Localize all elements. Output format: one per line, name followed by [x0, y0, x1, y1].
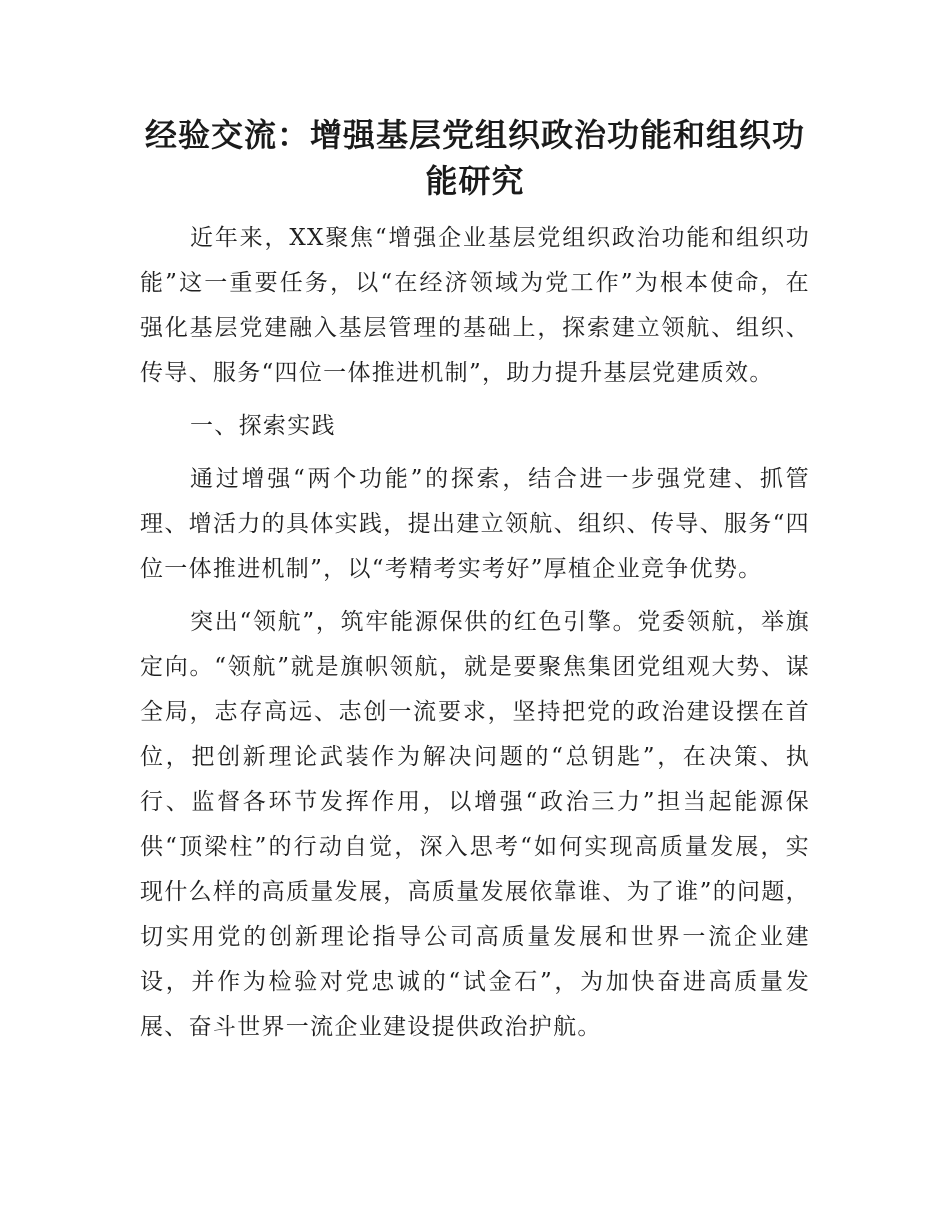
document-title: 经验交流：增强基层党组织政治功能和组织功能研究: [144, 116, 805, 200]
section-heading: 一、探索实践: [190, 413, 336, 439]
document-body: [140, 216, 810, 1058]
paragraph-intro: 近年来，XX聚焦“增强企业基层党组织政治功能和组织功能”这一重要任务，以“在经济领域为党工作”为根本使命，在强化基层党建融入基层管理的基础上，探索建立领航、组织、传导、服务“四位一体推进机制”，助力提升基层党建质效。: [140, 225, 810, 386]
paragraph-practice: 通过增强“两个功能”的探索，结合进一步强党建、抓管理、增活力的具体实践，提出建立领航、组织、传导、服务“四位一体推进机制”，以“考精考实考好”厚植企业竞争优势。: [140, 466, 810, 582]
paragraph-navigation: 突出“领航”，筑牢能源保供的红色引擎。党委领航，举旗定向。“领航”就是旗帜领航，就是要聚焦集团党组观大势、谋全局，志存高远、志创一流要求，坚持把党的政治建设摆在首位，把创新理论武装作为解决问题的“总钥匙”，在决策、执行、监督各环节发挥作用，以增强“政治三力”担当起能源保供“顶梁柱”的行动自觉，深入思考“如何实现高质量发展，实现什么样的高质量发展，高质量发展依靠谁、为了谁”的问题，切实用党的创新理论指导公司高质量发展和世界一流企业建设，并作为检验对党忠诚的“试金石”，为加快奋进高质量发展、奋斗世界一流企业建设提供政治护航。: [140, 609, 810, 1040]
